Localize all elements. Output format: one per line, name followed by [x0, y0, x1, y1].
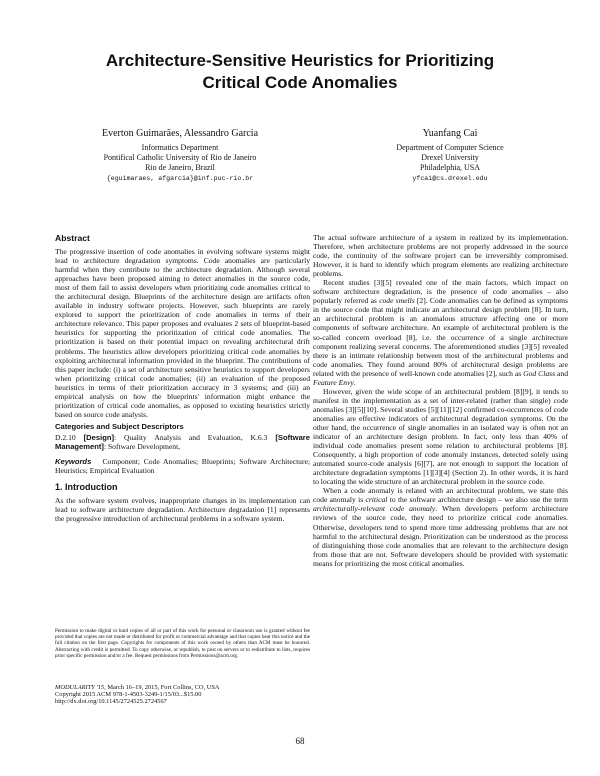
author-department: Department of Computer Science	[396, 143, 504, 152]
conference-copyright: Copyright 2015 ACM 978-1-4503-3249-1/15/03...$15.00	[55, 691, 202, 699]
author-location: Philadelphia, USA	[420, 163, 480, 173]
right-paragraph-4	[313, 486, 568, 567]
intro-text: As the software system evolves, inappropriate changes in its implementation can lead to software architecture degradation. Architecture degradation [1] represents the progressive introduction of architectural problems in a software system.	[55, 496, 310, 524]
paper-title	[60, 50, 540, 94]
p2-italic-feature-envy: Feature Envy	[313, 377, 354, 387]
conference-name: MODULARITY '15	[55, 684, 105, 691]
title-line-2: Critical Code Anomalies	[202, 73, 398, 92]
page-number: 68	[295, 736, 305, 746]
copyright-notice	[55, 628, 310, 659]
abstract-heading: Abstract	[55, 233, 90, 243]
conference-date: , March 16–19, 2015, Fort Collins, CO, USA	[104, 684, 220, 691]
p2-text-b: [2]. Code anomalies can be defined as symptoms in the source code that might indicate an architectural design problem [8]. In turn, an architectural problem is an anomalous structure affecting one or more components of software architecture. An example of architectural problem is the so-called concern overload [8], i.e. the occurrence of a single architecture component realizing several concerns. The aforementioned studies [3][5] revealed there is an intimate relationship between most of the architectural problems and code anomalies. They found around 80% of architectural design problems are related with the presence of well-known code anomalies [2], such as	[313, 296, 568, 378]
right-paragraph-3: However, given the wide scope of an architectural problem [8][9], it tends to manifest in the implementation as a set of inter-related (rather than single) code anomalies [3][5][10]. Several studies [5][11][12] confirmed co-occurrences of code anomalies are effective indicators of architectural degradation symptoms. On the other hand, the occurrence of single anomalies in an isolated way is often not an indicator of an architecture design problem. In fact, only less than 40% of individual code anomalies present some relation to architectural problems [8]. Consequently, a high proportion of code anomaly instances, detected solely using automated source-code analysis [6][7], are not enough to support the location of architecture degradation symptoms [1][3][4] (Section 2). In other words, it is hard to locating the wide structure of an architectural problem in the source code.	[313, 386, 568, 487]
author-block-1	[60, 127, 300, 184]
copyright-text: Permission to make digital or hard copies of all or part of this work for personal or classroom use is granted without fee provided that copies are not made or distributed for profit or commercial advantage and that copies bear this notice and the full citation on the first page. Copyrights for components of this work owned by others than ACM must be honored. Abstracting with credit is permitted. To copy otherwise, or republish, to post on servers or to redistribute to lists, requires prior specific permission and/or a fee. Request permissions from Permissions@acm.org.	[55, 628, 310, 659]
keywords-label: Keywords	[55, 456, 92, 466]
p2-text-c: and	[555, 368, 568, 378]
p2-italic-god-class: God Class	[523, 368, 556, 378]
categories-post: : Software Development,	[103, 441, 181, 451]
author-block-2	[360, 127, 540, 184]
conference-doi: http://dx.doi.org/10.1145/2724525.2724567	[55, 698, 167, 706]
author-institution: Drexel University	[421, 153, 479, 163]
p4-italic-critical: critical	[365, 495, 388, 505]
author-department: Informatics Department	[141, 143, 219, 152]
p2-text-d: .	[353, 377, 356, 387]
p4-text-a: When a code anomaly is related with an architectural problem, we state this code anomaly is	[313, 486, 568, 505]
left-column	[55, 233, 310, 523]
categories-software-management: [Software Management]	[55, 432, 310, 451]
right-paragraph-2	[313, 278, 568, 387]
author-location: Rio de Janeiro, Brazil	[145, 163, 215, 173]
right-column	[313, 233, 568, 568]
author-institution: Pontifical Catholic University of Rio de Janeiro	[103, 153, 257, 163]
author-names: Yuanfang Cai	[422, 128, 478, 139]
p4-italic-term: architecturally-relevant code anomaly	[313, 504, 436, 514]
author-names: Everton Guimarães, Alessandro Garcia	[101, 128, 259, 139]
categories-text	[55, 433, 310, 451]
categories-heading: Categories and Subject Descriptors	[55, 421, 184, 431]
conference-line-1	[55, 684, 220, 691]
p4-text-c: . When developers perform architecture reviews of the source code, they need to prioritize critical code anomalies. Otherwise, developers tend to spend more time addressing problems that are not harmful to the architectural design. Prioritization can be understood as the process of distinguishing those code anomalies that are relevant to the architecture design from those that are not. Software developers should be provided with systematic means for prioritizing the most critical anomalies.	[313, 504, 568, 568]
author-email: yfcai@cs.drexel.edu	[412, 174, 488, 182]
author-email: {eguimaraes, afgarcia}@inf.puc-rio.br	[106, 174, 254, 182]
intro-heading: 1. Introduction	[55, 482, 118, 493]
conference-info	[55, 684, 220, 706]
right-paragraph-1: The actual software architecture of a system in realized by its implementation. Therefore, when architecture problems are not properly addressed in the source code, the continuity of the software project can be irreversibly compromised. However, it is hard to identify which program elements are realizing architecture problems.	[313, 233, 568, 279]
keywords-text: Component; Code Anomalies; Blueprints; Software Architecture; Heuristics; Empirical Evaluation	[55, 456, 310, 476]
categories-pre: D.2.10	[55, 432, 84, 442]
categories-mid: : Quality Analysis and Evaluation, K.6.3	[114, 432, 276, 442]
keywords-paragraph	[55, 457, 310, 475]
categories-design: [Design]	[83, 432, 114, 442]
p2-text-a: Recent studies [3][5] revealed one of the main factors, which impact on software architecture degradation, is the presence of code anomalies – also popularly referred as	[313, 278, 568, 306]
abstract-text: The progressive insertion of code anomalies in evolving software systems might lead to architecture degradation symptoms. Code anomalies are particularly harmful when they contribute to the architecture degradation. Although several approaches have been proposed aiming to detect anomalies in the source code, most of them fail to assist developers when prioritizing code anomalies critical to the architectural design. Blueprints of the architecture design are artifacts often available in industry software projects. However, such blueprints are rarely explored to support the prioritization of code anomalies in terms of their architecture relevance. This paper proposes and evaluates 2 sets of blueprint-based heuristics for supporting the prioritization of critical code anomalies. The prioritization is based on their potential impact on revealing architectural drift problems. The heuristics allow developers prioritizing critical code anomalies by exploiting architectural information provided in the blueprint. The contributions of this paper include: (i) a set of architecture sensitive heuristics to support developers when prioritizing critical code anomalies; (ii) an evaluation of the proposed heuristics in terms of their prioritization accuracy in 3 systems; and (iii) an empirical analysis on how the blueprints' information might enhance the prioritization of critical code anomalies, as opposed to existing heuristics strictly based on source code analysis.	[55, 247, 310, 419]
p4-text-b: to the software architecture design – we also use the term	[387, 495, 568, 505]
p2-italic-code-smells: code smells	[379, 296, 415, 306]
title-line-1: Architecture-Sensitive Heuristics for Prioritizing	[105, 51, 495, 70]
